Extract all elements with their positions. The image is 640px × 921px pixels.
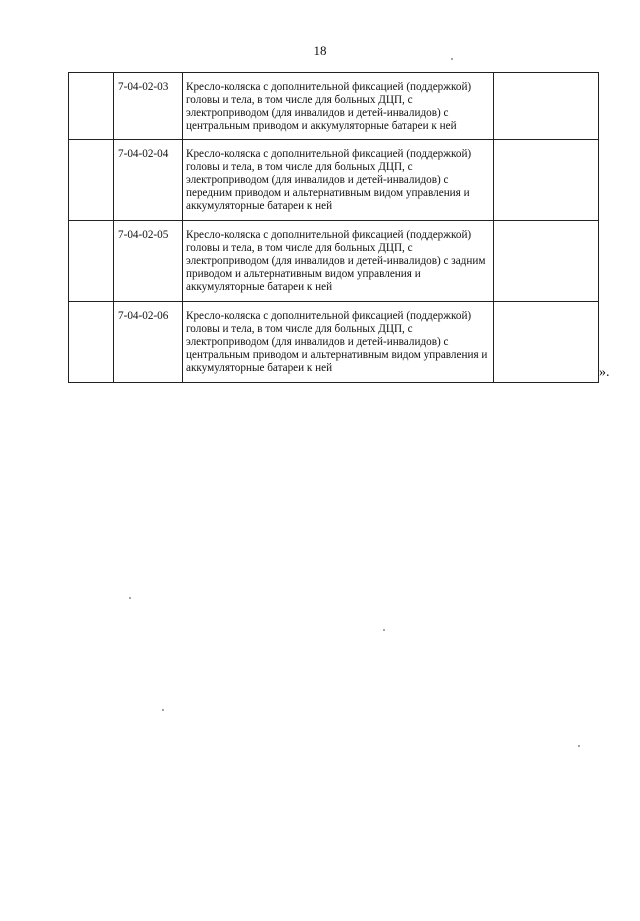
description-cell: Кресло-коляска с дополнительной фиксацией (поддержкой) головы и тела, в том числе для больных ДЦП, с электроприводом (для инвалидов и детей-инвалидов) с передним приводом и альтернативным видом управления и аккумуляторные батареи к ней xyxy=(183,140,494,221)
table-row xyxy=(69,73,599,140)
scan-speck xyxy=(162,709,164,711)
blank-cell-left xyxy=(69,221,114,302)
page-number: 18 xyxy=(313,43,327,58)
scan-speck xyxy=(129,597,131,599)
blank-cell-right xyxy=(494,140,599,221)
scan-speck xyxy=(578,745,580,747)
scan-speck xyxy=(451,58,453,60)
code-cell: 7-04-02-05 xyxy=(114,221,183,302)
code-cell: 7-04-02-04 xyxy=(114,140,183,221)
table-row xyxy=(69,302,599,383)
code-cell: 7-04-02-06 xyxy=(114,302,183,383)
blank-cell-right xyxy=(494,221,599,302)
blank-cell-right xyxy=(494,73,599,140)
table-row xyxy=(69,221,599,302)
blank-cell-left xyxy=(69,302,114,383)
description-cell: Кресло-коляска с дополнительной фиксацией (поддержкой) головы и тела, в том числе для больных ДЦП, с электроприводом (для инвалидов и детей-инвалидов) с задним приводом и альтернативным видом управления и аккумуляторные батареи к ней xyxy=(183,221,494,302)
devices-table xyxy=(68,72,599,383)
code-cell: 7-04-02-03 xyxy=(114,73,183,140)
table-row xyxy=(69,140,599,221)
description-cell: Кресло-коляска с дополнительной фиксацией (поддержкой) головы и тела, в том числе для больных ДЦП, с электроприводом (для инвалидов и детей-инвалидов) с центральным приводом и аккумуляторные батареи к ней xyxy=(183,73,494,140)
scan-speck xyxy=(383,629,385,631)
description-cell: Кресло-коляска с дополнительной фиксацией (поддержкой) головы и тела, в том числе для больных ДЦП, с электроприводом (для инвалидов и детей-инвалидов) с центральным приводом и альтернативным видом управления и аккумуляторные батареи к ней xyxy=(183,302,494,383)
blank-cell-right xyxy=(494,302,599,383)
blank-cell-left xyxy=(69,140,114,221)
closing-quote: ». xyxy=(599,365,610,380)
blank-cell-left xyxy=(69,73,114,140)
